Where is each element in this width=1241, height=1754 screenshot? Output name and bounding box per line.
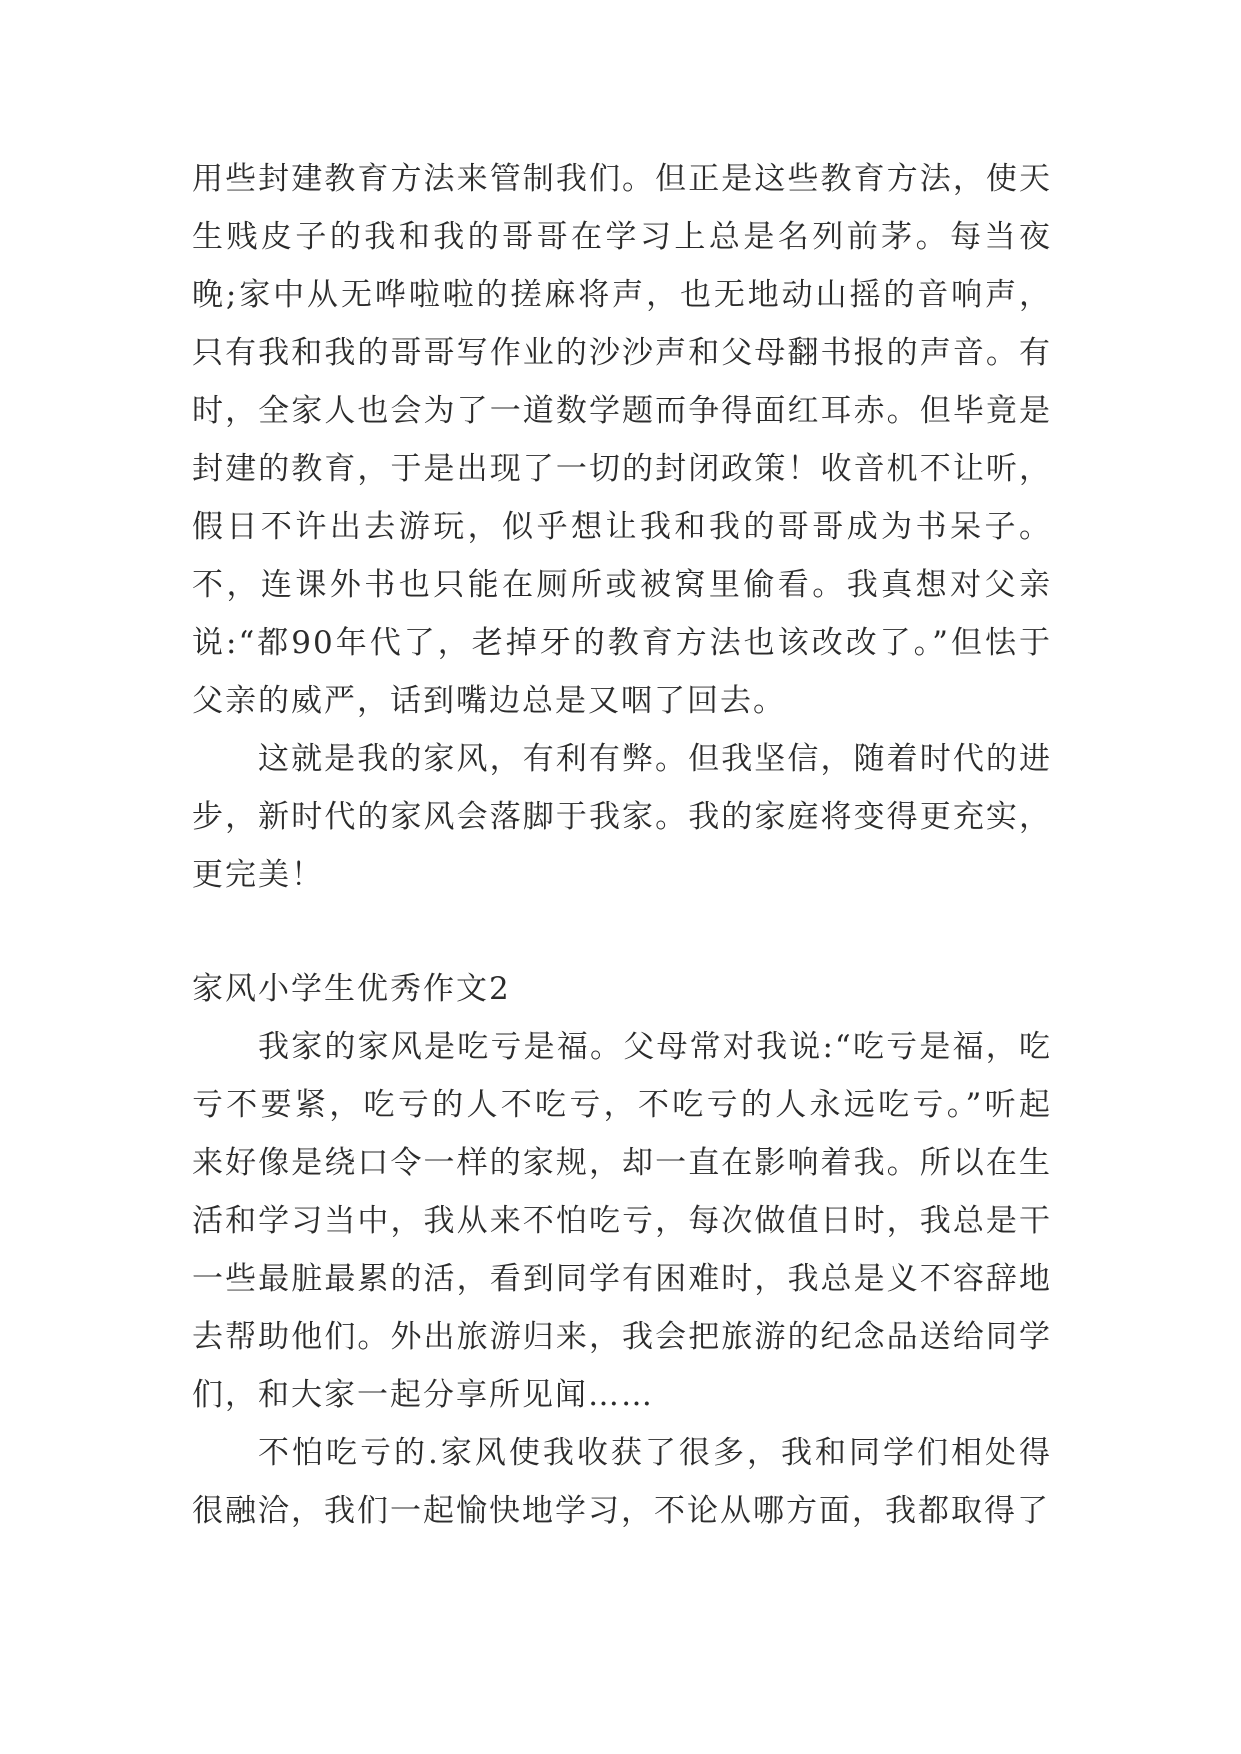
document-body [192, 150, 1052, 1540]
paragraph-essay2-body: 不怕吃亏的.家风使我收获了很多，我和同学们相处得很融洽，我们一起愉快地学习，不论从哪方面，我都取得了 [192, 1435, 1052, 1529]
paragraph-continuation: 用些封建教育方法来管制我们。但正是这些教育方法，使天生贱皮子的我和我的哥哥在学习上总是名列前茅。每当夜晚;家中从无哗啦啦的搓麻将声，也无地动山摇的音响声，只有我和我的哥哥写作业的沙沙声和父母翻书报的声音。有时，全家人也会为了一道数学题而争得面红耳赤。但毕竟是封建的教育，于是出现了一切的封闭政策！收音机不让听，假日不许出去游玩，似乎想让我和我的哥哥成为书呆子。不，连课外书也只能在厕所或被窝里偷看。我真想对父亲说:“都90年代了，老掉牙的教育方法也该改改了。”但怯于父亲的威严，话到嘴边总是又咽了回去。 [192, 161, 1052, 719]
paragraph-conclusion: 这就是我的家风，有利有弊。但我坚信，随着时代的进步，新时代的家风会落脚于我家。我的家庭将变得更充实，更完美！ [192, 741, 1052, 893]
essay-title: 家风小学生优秀作文2 [192, 971, 511, 1007]
paragraph-essay2-intro: 我家的家风是吃亏是福。父母常对我说:“吃亏是福，吃亏不要紧，吃亏的人不吃亏，不吃亏的人永远吃亏。”听起来好像是绕口令一样的家规，却一直在影响着我。所以在生活和学习当中，我从来不怕吃亏，每次做值日时，我总是干一些最脏最累的活，看到同学有困难时，我总是义不容辞地去帮助他们。外出旅游归来，我会把旅游的纪念品送给同学们，和大家一起分享所见闻…… [192, 1029, 1052, 1413]
